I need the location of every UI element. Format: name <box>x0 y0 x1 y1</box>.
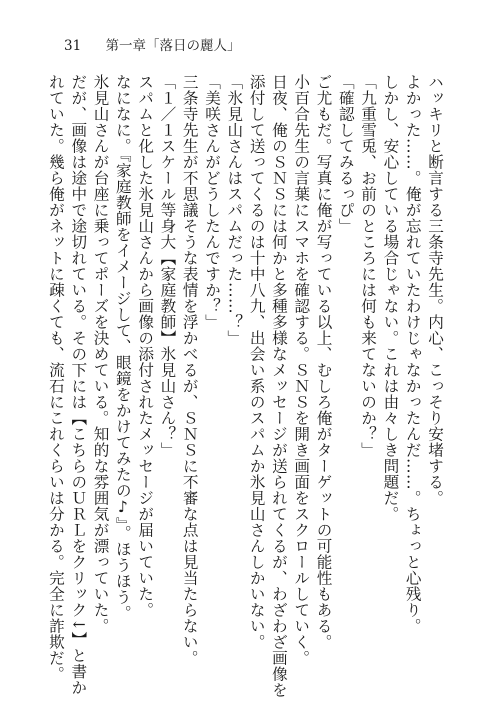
text-line: よかった……。俺が忘れていたわけじゃなかったんだ……。ちょっと心残り。 <box>403 74 422 634</box>
text-line: 「確認してみるっぴ」 <box>336 74 355 234</box>
chapter-title: 第一章「落日の麗人」 <box>105 38 241 54</box>
page-number: 31 <box>64 38 82 54</box>
novel-body-text <box>46 74 446 698</box>
text-line: 小百合先生の言葉にスマホを確認する。ＳＮＳを開き画面をスクロールしていく。 <box>292 74 311 666</box>
text-line: しかし、安心している場合じゃない。これは由々しき問題だ。 <box>381 74 400 522</box>
text-line: 「氷見山さんはスパムだった……？」 <box>225 74 244 346</box>
text-line: れていた。幾ら俺がネットに疎くても、流石にこれくらいは分かる。完全に詐欺だ。 <box>46 74 65 682</box>
text-line: 添付して送ってくるのは十中八九、出会い系のスパムか氷見山さんしかいない。 <box>247 74 266 650</box>
text-line: 日夜、俺のＳＮＳには何かと多種多様なメッセージが送られてくるが、わざわざ画像を <box>269 74 288 698</box>
text-line: 「美咲さんがどうしたんですか？」 <box>203 74 222 330</box>
text-line: 氷見山さんが台座に乗ってポーズを決めている。知的な雰囲気が漂っていた。 <box>91 74 110 634</box>
text-line: 「１／１スケール等身大【家庭教師】氷見山さん？」 <box>158 74 177 458</box>
text-line: 「九重雪兎、お前のところには何も来てないのか？」 <box>359 74 378 458</box>
text-line: ハッキリと断言する三条寺先生。内心、こっそり安堵する。 <box>426 74 444 506</box>
text-line: なになに。『家庭教師をイメージして、眼鏡をかけてみたの♪』。ほうほう。 <box>113 74 132 621</box>
text-line: ご尤もだ。写真に俺が写っている以上、むしろ俺がターゲットの可能性もある。 <box>314 74 333 650</box>
running-header <box>64 36 240 56</box>
text-line: 三条寺先生が不思議そうな表情を浮かべるが、ＳＮＳに不審な点は見当たらない。 <box>180 74 199 666</box>
text-line: だが、画像は途中で途切れている。その下には【こちらのＵＲＬをクリック↓】と書か <box>69 74 88 696</box>
text-line: スパムと化した氷見山さんから画像の添付されたメッセージが届いていた。 <box>136 74 155 618</box>
